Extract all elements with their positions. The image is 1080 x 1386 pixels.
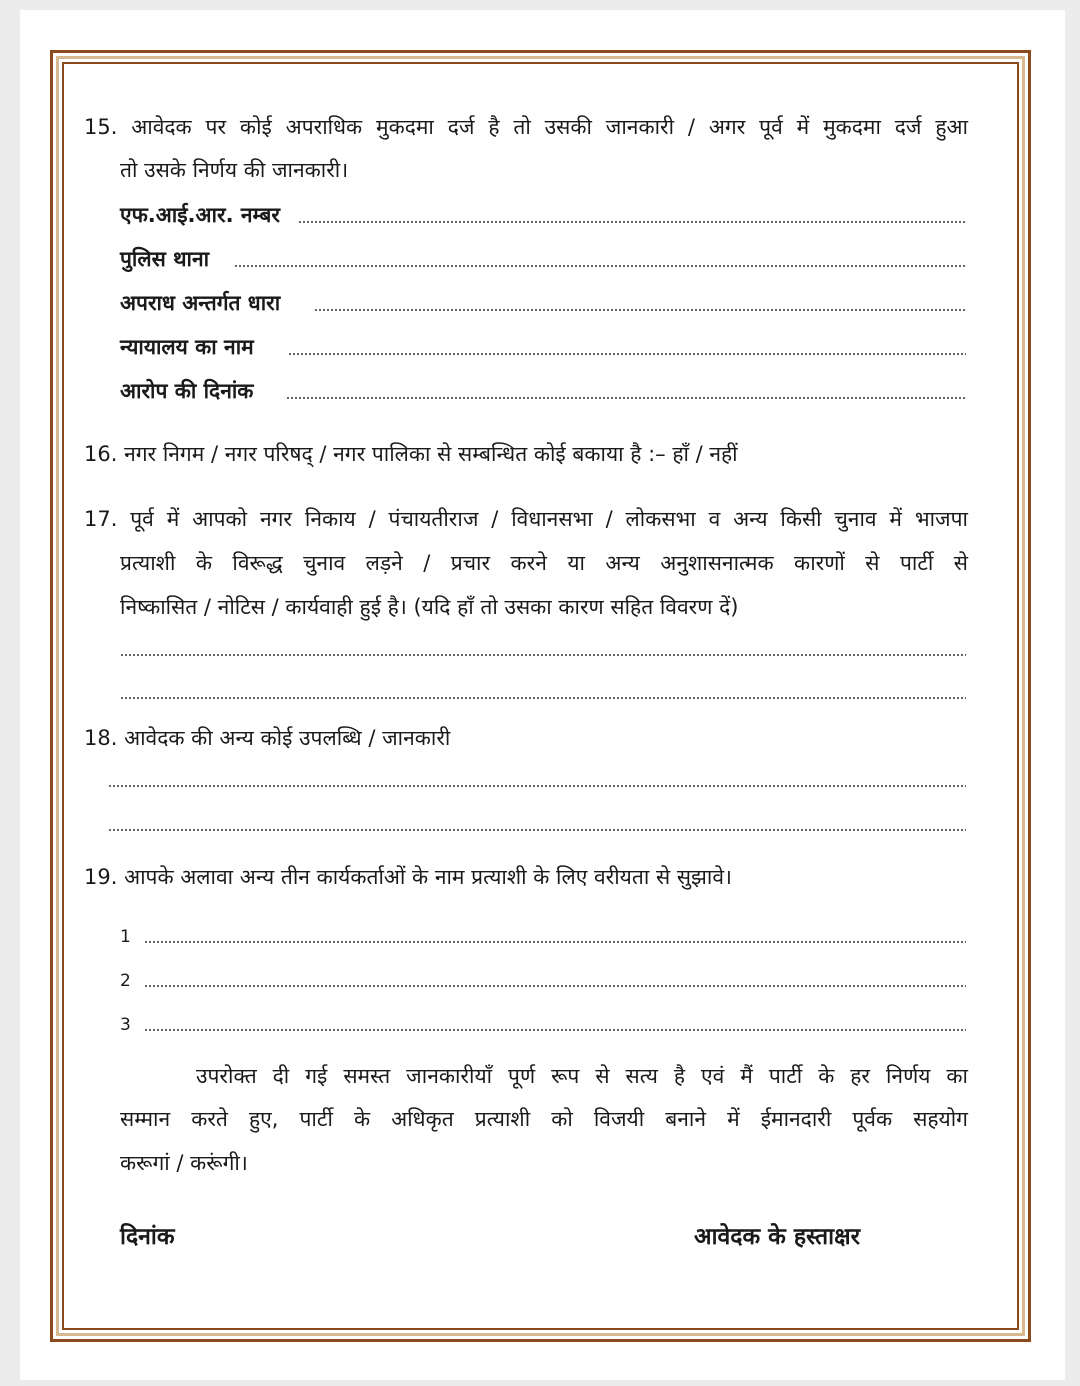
fir-number-field[interactable] bbox=[298, 221, 966, 223]
q19-item-number-2: 2 bbox=[120, 971, 131, 991]
q19-name-field-1[interactable] bbox=[144, 941, 966, 943]
fir-number-label: एफ.आई.आर. नम्बर bbox=[120, 203, 280, 227]
charge-date-label: आरोप की दिनांक bbox=[120, 379, 254, 403]
court-name-label: न्यायालय का नाम bbox=[120, 335, 254, 359]
q17-answer-line-1[interactable] bbox=[120, 654, 966, 656]
q17-line1: 17. पूर्व में आपको नगर निकाय / पंचायतीराज / विधानसभा / लोकसभा व अन्य किसी चुनाव में भाजपा bbox=[84, 507, 968, 531]
q19-item-number-3: 3 bbox=[120, 1015, 131, 1035]
q18-text: 18. आवेदक की अन्य कोई उपलब्धि / जानकारी bbox=[84, 726, 451, 750]
charge-date-field[interactable] bbox=[286, 397, 966, 399]
police-station-field[interactable] bbox=[234, 265, 966, 267]
police-station-label: पुलिस थाना bbox=[120, 247, 210, 271]
q18-answer-line-2[interactable] bbox=[108, 829, 966, 831]
q15-line2: तो उसके निर्णय की जानकारी। bbox=[120, 158, 349, 182]
applicant-signature-label: आवेदक के हस्ताक्षर bbox=[694, 1224, 860, 1250]
q16-text: 16. नगर निगम / नगर परिषद् / नगर पालिका से सम्बन्धित कोई बकाया है :– हाँ / नहीं bbox=[84, 442, 738, 466]
date-label: दिनांक bbox=[120, 1224, 175, 1250]
q19-name-field-2[interactable] bbox=[144, 985, 966, 987]
q19-name-field-3[interactable] bbox=[144, 1029, 966, 1031]
q17-line3: निष्कासित / नोटिस / कार्यवाही हुई है। (यदि हाँ तो उसका कारण सहित विवरण दें) bbox=[120, 595, 739, 619]
declaration-line1: उपरोक्त दी गई समस्त जानकारीयाँ पूर्ण रूप से सत्य है एवं मैं पार्टी के हर निर्णय का bbox=[196, 1064, 968, 1088]
q17-answer-line-2[interactable] bbox=[120, 697, 966, 699]
q18-answer-line-1[interactable] bbox=[108, 785, 966, 787]
offence-section-field[interactable] bbox=[314, 309, 966, 311]
declaration-line3: करूगां / करूंगी। bbox=[120, 1151, 248, 1175]
court-name-field[interactable] bbox=[288, 353, 966, 355]
q19-text: 19. आपके अलावा अन्य तीन कार्यकर्ताओं के नाम प्रत्याशी के लिए वरीयता से सुझावे। bbox=[84, 865, 732, 889]
q15-line1: 15. आवेदक पर कोई अपराधिक मुकदमा दर्ज है तो उसकी जानकारी / अगर पूर्व में मुकदमा दर्ज हुआ bbox=[84, 115, 968, 139]
q17-line2: प्रत्याशी के विरूद्ध चुनाव लड़ने / प्रचार करने या अन्य अनुशासनात्मक कारणों से पार्टी से bbox=[120, 551, 968, 575]
offence-section-label: अपराध अन्तर्गत धारा bbox=[120, 291, 281, 315]
q19-item-number-1: 1 bbox=[120, 927, 131, 947]
declaration-line2: सम्मान करते हुए, पार्टी के अधिकृत प्रत्याशी को विजयी बनाने में ईमानदारी पूर्वक सहयोग bbox=[120, 1107, 968, 1131]
